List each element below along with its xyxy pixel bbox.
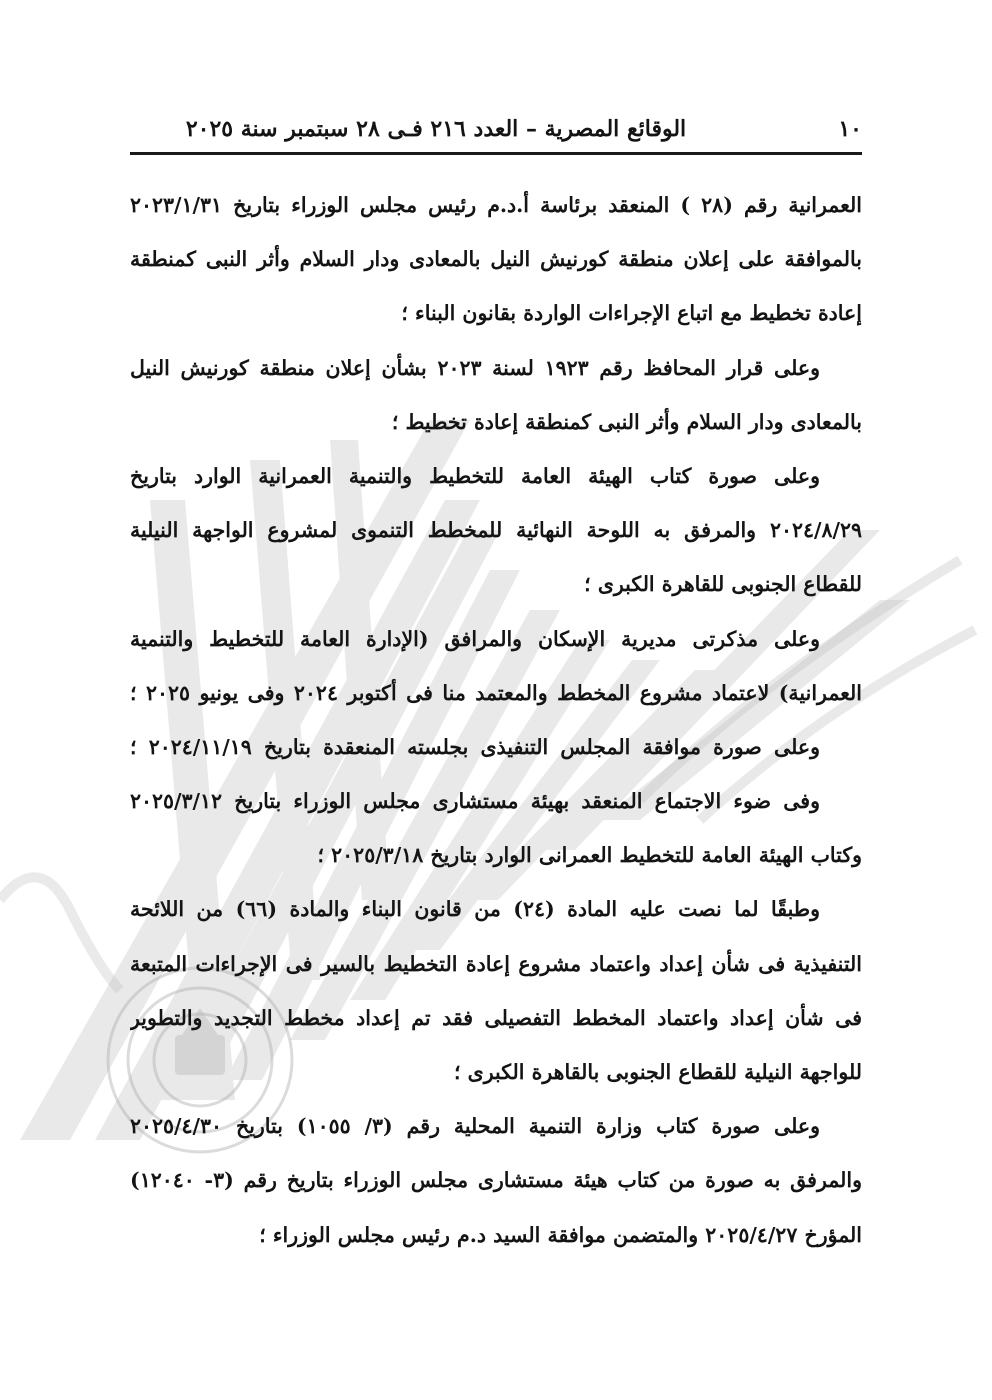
text-line: وفى ضوء الاجتماع المنعقد بهيئة مستشارى مجلس الوزراء بتاريخ ٢٠٢٥/٣/١٢ [130,789,820,814]
page-header [130,110,862,155]
text-line: ٢٠٢٤/٨/٢٩ والمرفق به اللوحة النهائية للمخطط التنموى لمشروع الواجهة النيلية [130,518,862,543]
running-title: الوقائع المصرية – العدد ٢١٦ فـى ٢٨ سبتمبر سنة ٢٠٢٥ [185,116,687,142]
text-line: إعادة تخطيط مع اتباع الإجراءات الواردة بقانون البناء ؛ [401,301,862,326]
text-line: للواجهة النيلية للقطاع الجنوبى بالقاهرة الكبرى ؛ [454,1060,862,1084]
page-number: ١٠ [838,116,862,142]
text-line: التنفيذية فى شأن إعداد واعتماد مشروع إعادة التخطيط بالسير فى الإجراءات المتبعة [130,951,862,976]
text-line: العمرانية) لاعتماد مشروع المخطط والمعتمد منا فى أكتوبر ٢٠٢٤ وفى يونيو ٢٠٢٥ ؛ [130,680,862,705]
text-line: بالمعادى ودار السلام وأثر النبى كمنطقة إعادة تخطيط ؛ [391,409,862,434]
text-line: وطبقًا لما نصت عليه المادة (٢٤) من قانون البناء والمادة (٦٦) من اللائحة [130,897,820,922]
text-line: وعلى مذكرتى مديرية الإسكان والمرافق (الإدارة العامة للتخطيط والتنمية [130,626,820,651]
text-line: والمرفق به صورة من كتاب هيئة مستشارى مجلس الوزراء بتاريخ رقم (٣- ١٢٠٤٠) [130,1168,862,1193]
text-line: وكتاب الهيئة العامة للتخطيط العمرانى الوارد بتاريخ ٢٠٢٥/٣/١٨ ؛ [317,843,862,868]
text-line: المؤرخ ٢٠٢٥/٤/٢٧ والمتضمن موافقة السيد د.م رئيس مجلس الوزراء ؛ [259,1222,862,1247]
text-line: وعلى صورة موافقة المجلس التنفيذى بجلسته المنعقدة بتاريخ ٢٠٢٤/١١/١٩ ؛ [130,734,820,759]
text-line: فى شأن إعداد واعتماد المخطط التفصيلى فقد تم إعداد مخطط التجديد والتطوير [130,1005,862,1030]
text-line: العمرانية رقم (٢٨ ) المنعقد برئاسة أ.د.م رئيس مجلس الوزراء بتاريخ ٢٠٢٣/١/٣١ [130,193,862,217]
text-line: وعلى قرار المحافظ رقم ١٩٢٣ لسنة ٢٠٢٣ بشأن إعلان منطقة كورنيش النيل [130,355,820,380]
document-body [130,178,862,1262]
text-line: للقطاع الجنوبى للقاهرة الكبرى ؛ [584,572,862,597]
text-line: وعلى صورة كتاب الهيئة العامة للتخطيط والتنمية العمرانية الوارد بتاريخ [130,463,820,488]
text-line: بالموافقة على إعلان منطقة كورنيش النيل بالمعادى ودار السلام وأثر النبى كمنطقة [130,247,862,272]
text-line: وعلى صورة كتاب وزارة التنمية المحلية رقم (٣/ ١٠٥٥) بتاريخ ٢٠٢٥/٤/٣٠ [130,1114,821,1139]
